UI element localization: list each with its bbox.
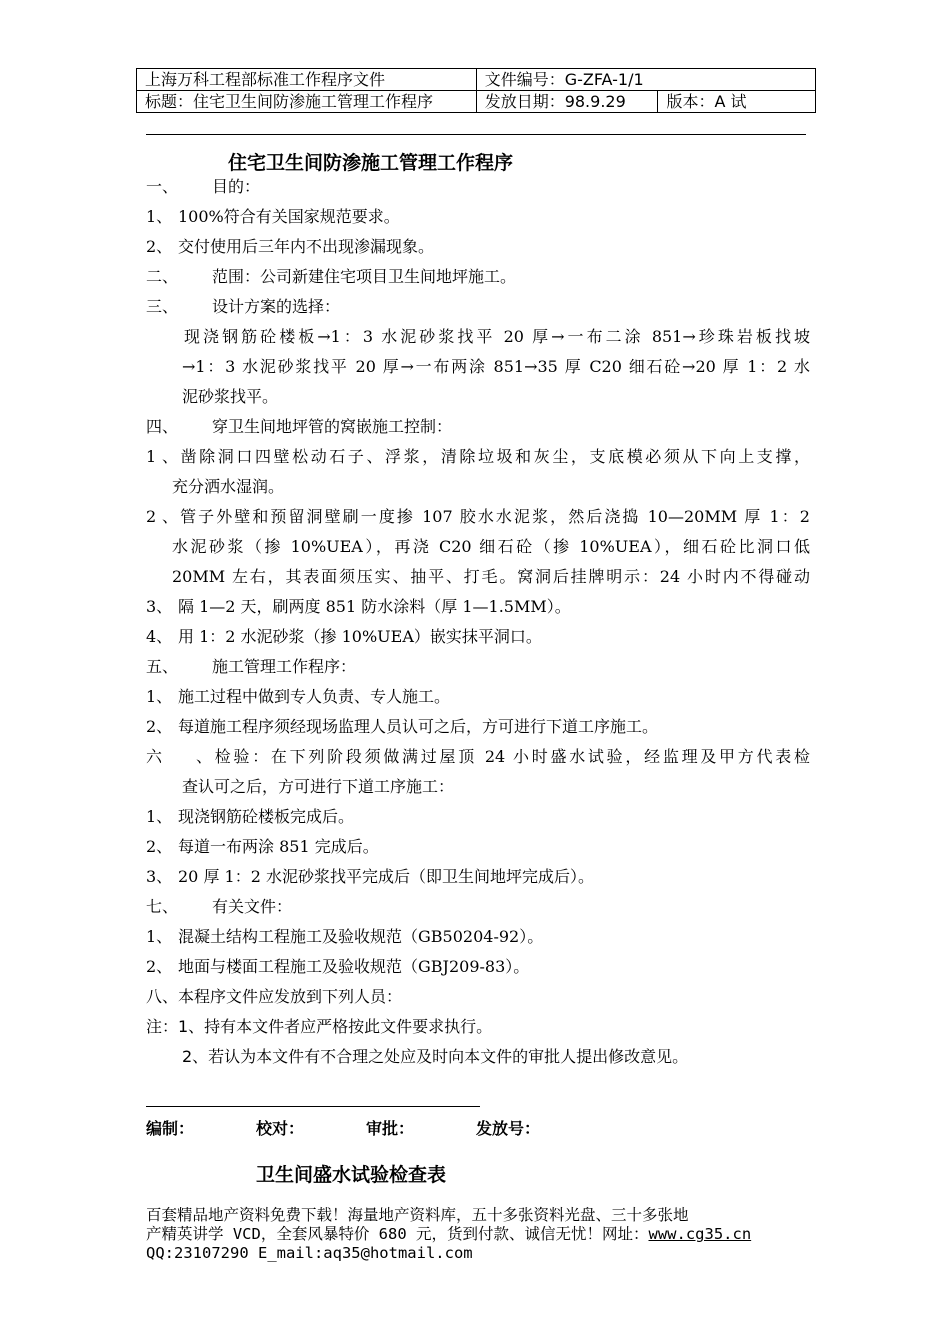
section-6-heading: 六、检验：在下列阶段须做满过屋顶 24 小时盛水试验，经监理及甲方代表检 [146, 747, 810, 766]
document-body [146, 172, 810, 1072]
list-item: 2、 交付使用后三年内不出现渗漏现象。 [146, 237, 435, 256]
header-table [136, 68, 816, 113]
list-item: 2、 每道一布两涂 851 完成后。 [146, 837, 379, 856]
note-2: 2、若认为本文件有不合理之处应及时向本文件的审批人提出修改意见。 [182, 1047, 689, 1066]
sign-compile-label: 编制： [146, 1119, 195, 1138]
design-scheme-line: →1：3 水泥砂浆找平 20 厚→一布两涂 851→35 厚 C20 细石砼→20 厚 1：2 水 [182, 357, 810, 376]
list-item: 2、 每道施工程序须经现场监理人员认可之后，方可进行下道工序施工。 [146, 717, 659, 736]
footer-line-3: QQ:23107290 E_mail:aq35@hotmail.com [146, 1244, 473, 1262]
section-3-heading: 三、 设计方案的选择： [146, 297, 341, 316]
list-item: 2、管子外壁和预留洞壁刷一度掺 107 胶水水泥浆，然后浇捣 10—20MM 厚 1：2 [146, 507, 810, 526]
section-7-heading: 七、 有关文件： [146, 897, 293, 916]
footer-website-link[interactable]: www.cg35.cn [648, 1225, 752, 1243]
design-scheme-line: 现浇钢筋砼楼板→1：3 水泥砂浆找平 20 厚→一布二涂 851→珍珠岩板找坡 [184, 327, 810, 346]
list-item: 2、 地面与楼面工程施工及验收规范（GBJ209-83）。 [146, 957, 530, 976]
list-item: 1、 100%符合有关国家规范要求。 [146, 207, 400, 226]
header-issue-date: 发放日期：98.9.29 [476, 91, 658, 113]
sign-approve-label: 审批： [366, 1119, 415, 1138]
list-item: 1、凿除洞口四壁松动石子、浮浆，清除垃圾和灰尘，支底模必须从下向上支撑， [146, 447, 810, 466]
list-item: 3、 隔 1—2 天，刷两度 851 防水涂料（厚 1—1.5MM）。 [146, 597, 571, 616]
list-item: 1、 施工过程中做到专人负责、专人施工。 [146, 687, 451, 706]
header-subject: 标题：住宅卫生间防渗施工管理工作程序 [137, 91, 477, 113]
section-8-heading: 八、本程序文件应发放到下列人员： [146, 987, 403, 1006]
footer-ad [146, 1206, 808, 1263]
header-doc-number: 文件编号：G-ZFA-1/1 [476, 69, 815, 91]
header-divider [146, 134, 806, 135]
header-company: 上海万科工程部标准工作程序文件 [137, 69, 477, 91]
section-4-heading: 四、 穿卫生间地坪管的窝嵌施工控制： [146, 417, 453, 436]
list-item: 1、 混凝土结构工程施工及验收规范（GB50204-92）。 [146, 927, 544, 946]
list-item-continuation: 充分洒水湿润。 [172, 477, 285, 496]
list-item-continuation: 水泥砂浆（掺 10%UEA），再浇 C20 细石砼（掺 10%UEA），细石砼比洞口低 [172, 537, 810, 556]
list-item: 3、 20 厚 1：2 水泥砂浆找平完成后（即卫生间地坪完成后）。 [146, 867, 594, 886]
section-5-heading: 五、 施工管理工作程序： [146, 657, 357, 676]
signature-divider [146, 1106, 480, 1107]
footer-line-2: 产精英讲学 VCD，全套风暴特价 680 元，货到付款、诚信无忧！网址：www.cg35.cn [146, 1225, 752, 1243]
document-title: 住宅卫生间防渗施工管理工作程序 [228, 152, 514, 174]
design-scheme-line: 泥砂浆找平。 [182, 387, 279, 406]
sign-check-label: 校对： [256, 1119, 305, 1138]
header-version: 版本：A 试 [658, 91, 816, 113]
list-item: 1、 现浇钢筋砼楼板完成后。 [146, 807, 355, 826]
note-1: 注：1、持有本文件者应严格按此文件要求执行。 [146, 1017, 493, 1036]
section-6-continuation: 查认可之后，方可进行下道工序施工： [182, 777, 455, 796]
checklist-title: 卫生间盛水试验检查表 [256, 1164, 447, 1186]
list-item-continuation: 20MM 左右，其表面须压实、抽平、打毛。窝洞后挂牌明示：24 小时内不得碰动 [172, 567, 810, 586]
section-1-heading: 一、 目的： [146, 177, 261, 196]
section-2-heading: 二、 范围：公司新建住宅项目卫生间地坪施工。 [146, 267, 517, 286]
sign-issue-number-label: 发放号： [476, 1119, 541, 1138]
list-item: 4、 用 1：2 水泥砂浆（掺 10%UEA）嵌实抹平洞口。 [146, 627, 542, 646]
footer-line-1: 百套精品地产资料免费下载！海量地产资料库，五十多张资料光盘、三十多张地 [146, 1206, 689, 1224]
